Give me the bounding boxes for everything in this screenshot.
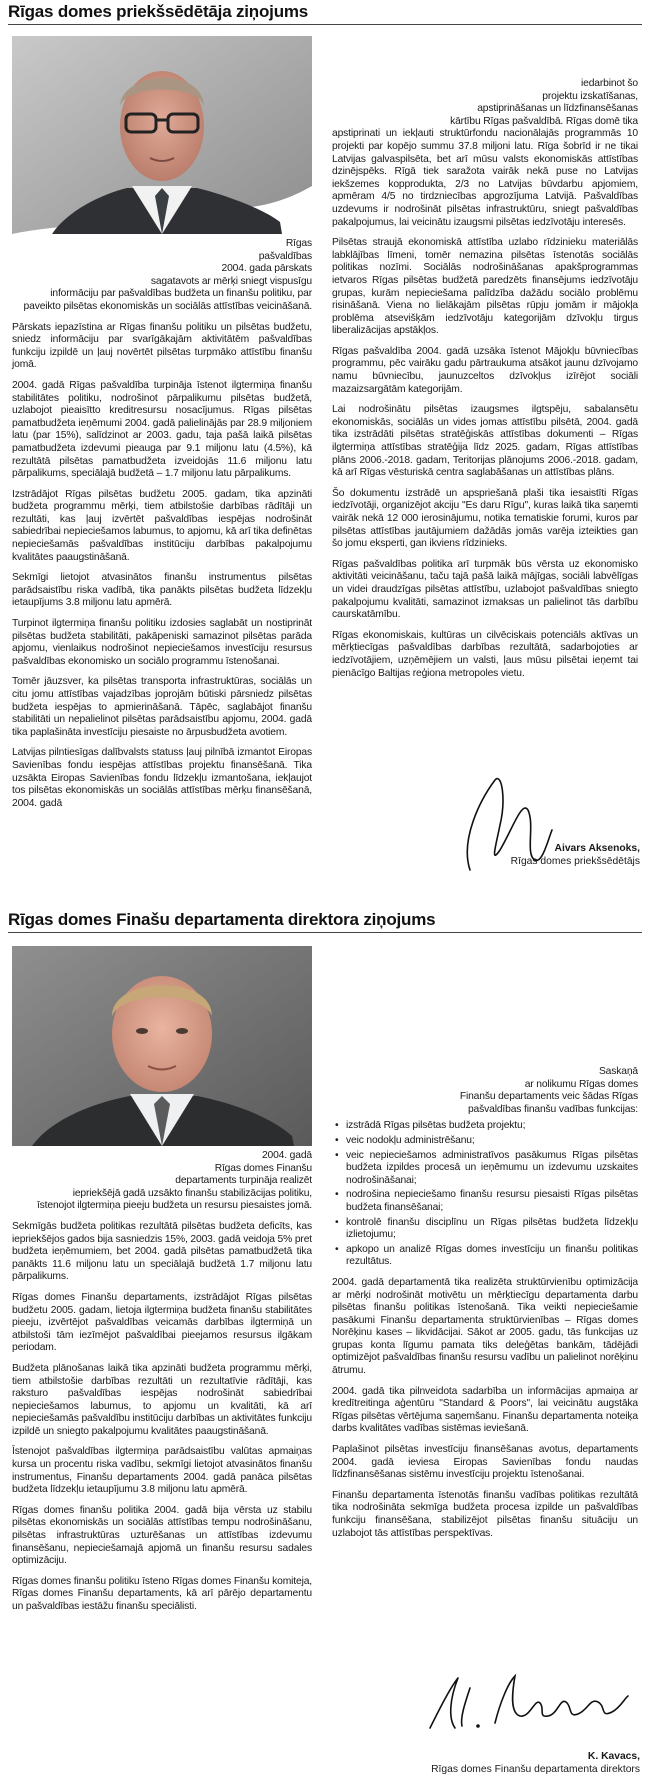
list-item: • nodrošina nepieciešamo finanšu resursu piesaisti Rīgas pilsētas budžeta finansēšanai; — [346, 1189, 638, 1214]
paragraph: 2004. gadā tika pilnveidota sadarbība un informācijas apmaiņa ar kredītreitinga aģentūru "Standard & Poors", lai veicinātu augstāka Rīgas pilsētas vērtējuma saņemšanu. Finanšu departamenta noteiķa darbs kvalitātes vadības sistēmas ieviešanā. — [332, 1385, 638, 1435]
section2-left-lead — [12, 1150, 312, 1213]
paragraph: apstiprinati un iekļauti struktūrfondu nacionālajās programmās 10 projekti par kopējo summu 37.8 miljoni latu. Rīga šobrīd ir ne tikai Latvijas galvaspilsēta, bet arī mūsu valsts ekonomiskās attīstības dzinējspēks. Rīgā tiek saražota vairāk nekā puse no Latvijas iekšzemes kopprodukta, 2/3 no Latvijas būvdarbu apjomiem, apmēram 4/5 no tirdzniecības apgrozījuma Latvijā. Pašvaldības uzdevums ir nodrošināt pilsētas infrastruktūru, sniegt pašvaldības pakalpojumus, lai veicinātu izaugsmi pilsētas iedzīvotāju interesēs. — [332, 128, 638, 228]
paragraph: Izstrādājot Rīgas pilsētas budžetu 2005. gadam, tika apzināti budžeta programmu mērķi, tiem atbilstošie darbības rādītāji un rezultāti, kas ļauj izvērtēt pašvaldības iespējas nodrošināt sabiedrībai nepieciešamos labumus, to apjomu, kā arī tika definētas nepieciešamās pašvaldības institūciju darbības pakalpojumu kvalitātes paaugstināšanā. — [12, 488, 312, 563]
section2-title: Rīgas domes Finašu departamenta direktora ziņojums — [8, 910, 436, 929]
lead-line: sagatavots ar mērķi sniegt vispusīgu — [150, 275, 312, 287]
chairman-photo — [12, 36, 312, 234]
lead-line: Saskaņā — [598, 1066, 638, 1077]
signer-role: Rīgas domes priekšsēdētājs — [510, 856, 640, 867]
lead-line: Rīgas domes Finanšu — [214, 1162, 312, 1174]
lead-line: ar nolikumu Rīgas domes — [524, 1078, 638, 1090]
list-item: • veic nepieciešamos administratīvos pasākumus Rīgas pilsētas budžeta izpildes procesā un ieņēmumu un izdevumu uzskaites nodrošināšanai; — [346, 1150, 638, 1188]
section1-divider — [8, 24, 642, 25]
section1-right-column — [332, 78, 638, 688]
lead-line: īstenojot ilgtermiņa pieeju budžeta un resursu piesaistes jomā. — [36, 1200, 312, 1212]
list-item: • izstrādā Rīgas pilsētas budžeta projektu; — [346, 1120, 638, 1133]
section1-title: Rīgas domes priekšsēdētāja ziņojums — [8, 2, 309, 21]
paragraph: Pilsētas straujā ekonomiskā attīstība uzlabo rīdzinieku materiālās labklājības līmeni, tomēr nemazina pilsētas īstenotās sociālās politikas nozīmi. Sociālās nodrošināšanas apakšprogrammas ietvaros Rīgas pilsētas budžetā paredzēts finansējums iedzīvotāju grupas, kurām nepieciešama palīdzība dažādu sociālo problēmu risināšanā. Viena no lielākajām pilsētas rūpju jomām ir mājokļa problēma atsevišķām iedzīvotāju kategorijām dzīvokļu tirgus liberalizācijas apstākļos. — [332, 237, 638, 337]
lead-line: departaments turpināja realizēt — [175, 1175, 312, 1187]
signer-name: K. Kavacs, — [587, 1751, 640, 1762]
paragraph: Finanšu departamenta īstenotās finanšu vadības politikas rezultātā tika nodrošināta sekmīga budžeta procesa izpilde un pašvaldības funkciju finansēšana, stabilizējot pilsētas finanšu situāciju un uzlabojot tās attīstības perspektīvas. — [332, 1489, 638, 1539]
paragraph: Rīgas domes Finanšu departaments, izstrādājot Rīgas pilsētas budžetu 2005. gadam, lietoja ilgtermiņa budžeta finanšu stabilitātes pieeju, izvērtējot pašvaldības veicamās darbības ilgtermiņā un atbilstoši tām iezīmējot pašvaldībai pieejamos resursus ilgākam periodam. — [12, 1291, 312, 1354]
paragraph: Rīgas pašvaldība 2004. gadā uzsāka īstenot Mājokļu būvniecības programmu, pēc vairāku gadu pārtraukuma atsākot jaunu dzīvojamo namu būvniecību, jaunuzceltos dzīvokļus izīrējot sociāli mazaizsargātām kategorijām. — [332, 345, 638, 395]
lead-line: iepriekšējā gadā uzsākto finanšu stabilizācijas politiku, — [72, 1187, 312, 1199]
duties-list — [332, 1120, 638, 1269]
lead-line: pašvaldības finanšu vadības funkcijas: — [467, 1103, 638, 1115]
section2-right-lead — [332, 1066, 638, 1116]
section1-right-lead — [332, 78, 638, 128]
section2-signer — [431, 1750, 640, 1776]
lead-line: kārtību Rīgas pašvaldībā. Rīgas domē tika — [450, 115, 638, 127]
signer-name: Aivars Aksenoks, — [554, 843, 640, 854]
list-item: • apkopo un analizē Rīgas domes investīciju un finanšu politikas rezultātus. — [346, 1244, 638, 1269]
signer-role: Rīgas domes Finanšu departamenta direktors — [431, 1764, 640, 1775]
paragraph: Turpinot ilgtermiņa finanšu politiku izdosies saglabāt un nostiprināt pilsētas budžeta stabilitāti, pakāpeniski samazinot pilsētas parāda apjomu, vienlaikus nodrošinot nepieciešamos investīciju resursus pašvaldības ekonomisko un sociālo programmu īstenošanai. — [12, 618, 312, 667]
section2-left-column — [12, 1150, 312, 1622]
paragraph: Paplašinot pilsētas investīciju finansēšanas avotus, departaments 2004. gadā ieviesa Eiropas Savienības fondu naudas līdzfinansēšanas sistēmu investīciju projektu īstenošanai. — [332, 1444, 638, 1481]
director-photo — [12, 946, 312, 1146]
section1-left-lead — [12, 238, 312, 314]
section1-signer — [511, 842, 640, 868]
section1-left-column — [12, 238, 312, 818]
list-item: • kontrolē finanšu disciplīnu un Rīgas pilsētas budžeta līdzekļu izlietojumu; — [346, 1217, 638, 1242]
lead-line: projektu izskatīšanas, — [542, 90, 638, 102]
director-signature — [420, 1668, 630, 1743]
paragraph: Tomēr jāuzsver, ka pilsētas transporta infrastruktūras, sociālās un citu jomu attīstības vajadzības joprojām būtiski pārsniedz pilsētas budžeta iespējas to apmierināšanā. Tāpēc, saglabājot finanšu stabilitāti un nepalielinot pilsētas parādsaistību apjomu, 2004. gadā tika paplašināta investīciju piesaiste no ārpusbudžeta avotiem. — [12, 676, 312, 738]
paragraph: Lai nodrošinātu pilsētas izaugsmes ilgtspēju, sabalansētu ekonomiskās, sociālās un vides jomas attīstību pilsētā, 2004. gadā tika izstrādāti pilsētas stratēģiskās attīstības dokumenti – Rīgas ilgtermiņa attīstības stratēģija līdz 2025. gadam, Rīgas attīstības plāns 2006.-2018. gadam, Teritorijas plānojums 2006.-2018. gadam, kā arī Rīgas vēsturiskā centra saglabāšanas un attīstības plāns. — [332, 404, 638, 479]
lead-line: Rīgas — [285, 238, 312, 249]
paragraph: Rīgas domes finanšu politiku īsteno Rīgas domes Finanšu komiteja, Rīgas domes Finanšu departaments, kā arī pārējo departamentu un pašvaldības iestāžu finanšu speciālisti. — [12, 1575, 312, 1612]
paragraph: 2004. gadā Rīgas pašvaldība turpināja īstenot ilgtermiņa finanšu stabilitātes politiku, nodrošinot pārpalikumu pilsētas budžetā, uzlabojot pieaisītto kreditresursu nosacījumus. Rīgas pilsētas pamatbudžeta ieņēmumi 2004. gadā palielinājās par 28.9 miljoniem latu (par 15%), salīdzinot ar 2003. gadu, taja pašā laikā pilsētas pamatbudžeta izdevumi pieauga par 9.1 miljonu latu (4.5%), kā rezultātā pilsētas pamatbudžeta izveidojās 11.6 miljonu latu pārpalikums, speciālajā budžetā – 1.7 miljonu latu pārpalikums. — [12, 379, 312, 480]
section2-right-column — [332, 1066, 638, 1548]
lead-line: 2004. gada pārskats — [221, 263, 312, 275]
section2-divider — [8, 932, 642, 933]
paragraph: Pārskats iepazīstina ar Rīgas finanšu politiku un pilsētas budžetu, sniedz informāciju par svarīgākajām aktivitātēm pašvaldības funkciju izpildē un ļauj novērtēt pilsētas turpmāko attīstību finanšu jomā. — [12, 321, 312, 371]
lead-line: 2004. gadā — [261, 1150, 312, 1161]
paragraph: 2004. gadā departamentā tika realizēta struktūrvienību optimizācija ar mērķi nodrošināt motivētu un mērķtiecīgu departamenta darbu pilsētas finanšu politikas īstenošanā. Tika veikti nepieciešamie pasākumi Finanšu departamenta struktūrvienības – Rīgas domes Norēķinu kases – likvidācijai. Sākot ar 2005. gadu, tās funkcijas uz grupas konta līgumu pamata tiks deleģētas bankām, tādējādi optimizējot pašvaldības finanšu resursu vadību un palielinot norēķinu ātrumu. — [332, 1276, 638, 1377]
paragraph: Īstenojot pašvaldības ilgtermiņa parādsaistību valūtas apmaiņas kursa un procentu riska vadību, sekmīgi lietojot atvasinātos finanšu instrumentus, Finanšu departaments 2004. gadā panāca pilsētas budžeta līdzekļu ietaupījumu 3.8 miljonu latu apmērā. — [12, 1446, 312, 1496]
paragraph: Rīgas ekonomiskais, kultūras un cilvēciskais potenciāls aktīvas un mērķtiecīgas pašvaldības darbības rezultātā, sadarbojoties ar iedzīvotājiem, uzņēmējiem un valsti, ļaus mūsu pilsētai ieņemt tai pienācīgo Baltijas reģiona metropoles vietu. — [332, 629, 638, 679]
lead-line: informāciju par pašvaldības budžeta un finanšu politiku, par — [50, 288, 312, 300]
paragraph: Rīgas domes finanšu politika 2004. gadā bija vērsta uz stabilu pilsētas ekonomiskās un sociālās attīstības tempu nodrošināšanu, pilsētas infrastruktūras uzturēšanas un attīstības izdevumu finansēšanu, nepieciešamajā apjomā un finanšu resursu sadales optimizāciju. — [12, 1504, 312, 1567]
list-item: • veic nodokļu administrēšanu; — [346, 1135, 638, 1148]
paragraph: Šo dokumentu izstrādē un apspriešanā plaši tika iesaistīti Rīgas iedzīvotāji, organizējot akciju "Es daru Rīgu", kuras laikā tika saņemti vairāk nekā 12 000 ierosinājumu, notika tematiskie forumi, kuros par pilsētas attīstības jautājumiem dažādās jomās varēja izteikties gan šo jomu eksperti, gan ikviens rīdzinieks. — [332, 487, 638, 550]
lead-line: apstiprināšanas un līdzfinansēšanas — [477, 103, 638, 115]
paragraph: Sekmīgās budžeta politikas rezultātā pilsētas budžeta deficīts, kas iepriekšējos gados bija sasniedzis 15%, 2003. gadā veidoja 5% pret budžeta ieņēmumiem, bet 2004. gadā pilsētas pamatbudžetā tika panākts 11.6 miljonu latu un speciālajā budžetā 1.7 miljonu latu pārpalikums. — [12, 1220, 312, 1283]
paragraph: Sekmīgi lietojot atvasinātos finanšu instrumentus pilsētas parādsaistību riska vadībā, tika panākts pilsētas budžeta līdzekļu ietaupījums 3.8 miljonu latu apmērā. — [12, 572, 312, 609]
lead-line: paveikto pilsētas ekonomiskās un sociālās attīstības veicināšanā. — [23, 300, 312, 312]
lead-line: pašvaldības — [258, 250, 312, 262]
lead-line: Finanšu departaments veic šādas Rīgas — [459, 1091, 638, 1103]
paragraph: Budžeta plānošanas laikā tika apzināti budžeta programmu mērķi, tiem atbilstošie darbības rezultāti un rezultatīvie rādītāji, kas raksturo pašvaldības iespējas nodrošināt sabiedrībai nepieciešamos labumus, to apjomu un kvalitāti, kā arī nepieciešamās pašvaldību institūciju darbības un aktivitātes funkciju izpildē un sniegto pakalpojumu kvalitātes paaugstināšanā. — [12, 1362, 312, 1437]
lead-line: iedarbinot šo — [580, 78, 638, 89]
paragraph: Rīgas pašvaldības politika arī turpmāk būs vērsta uz ekonomisko aktivitāti veicināšanu, taču tajā pašā laikā mājīgas, sociāli labvēlīgas un videi draudzīgas pilsētas attīstību, uzlabojot pašvaldības sniegto pakalpojumu kvalitāti, samazinot izmaksas un palielinot tās darbību caurskatāmību. — [332, 558, 638, 621]
paragraph: Latvijas pilntiesīgas dalībvalsts statuss ļauj pilnībā izmantot Eiropas Savienības fondu iespējas attīstības projektu finansēšanā. Tika uzsākta Eiropas Savienības fondu līdzekļu izmantošana, iekļaujot tos pilsētas ekonomiskās un sociālās attīstības mērķu finansēšanā, 2004. gadā — [12, 747, 312, 809]
